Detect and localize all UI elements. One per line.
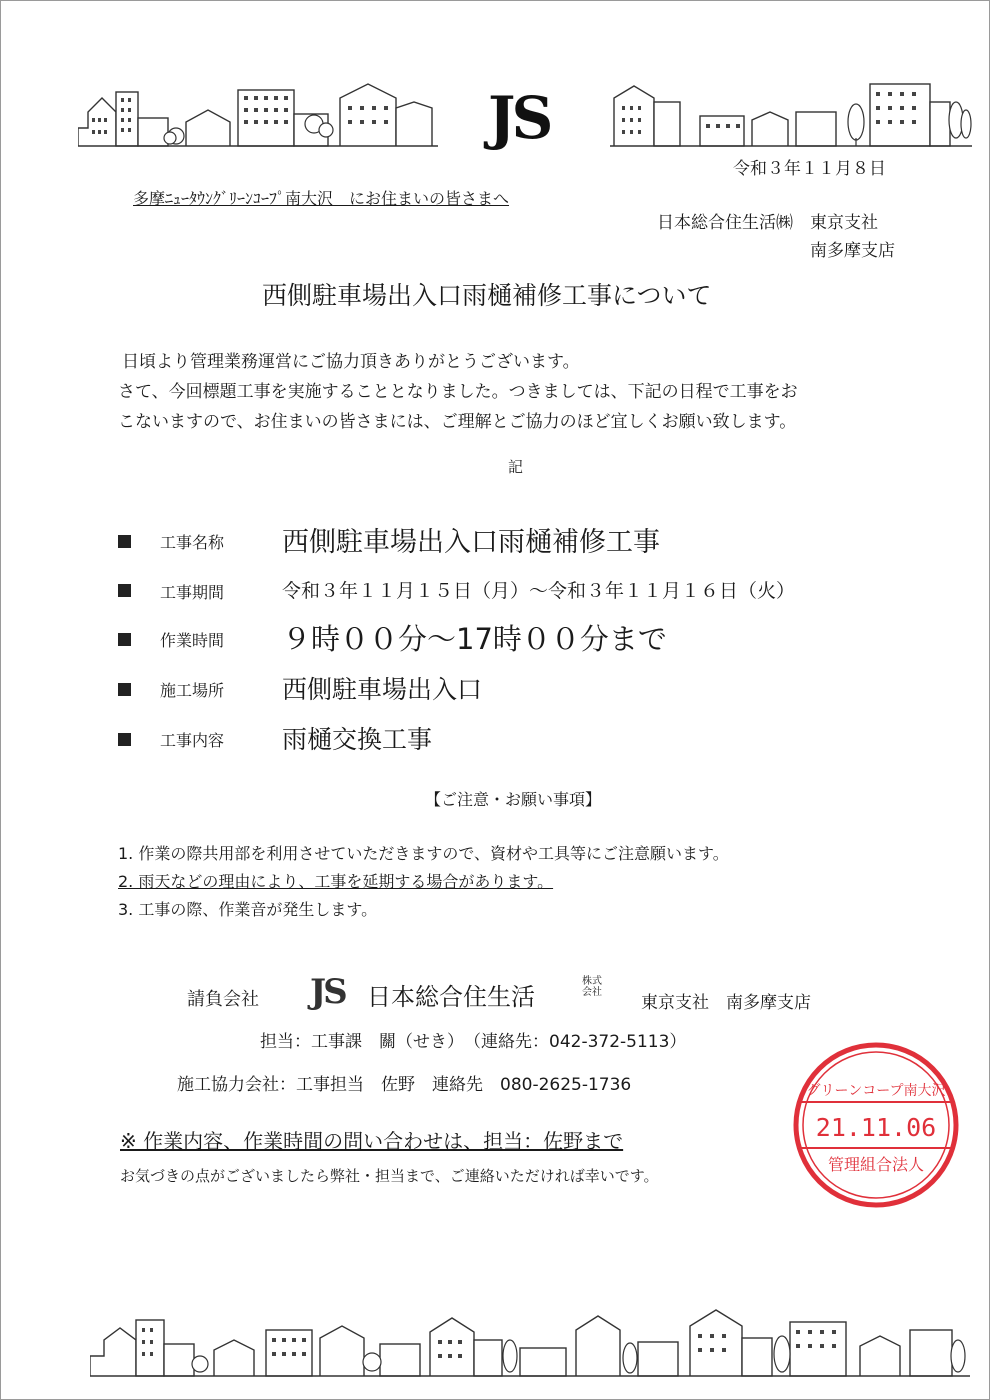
top-left-skyline-illustration [78, 78, 438, 150]
js-logo: JS [488, 84, 550, 152]
intro-line: こないますので、お住まいの皆さまには、ご理解とご協力のほど宜しくお願い致します。 [118, 412, 797, 432]
contact-person: 担当：工事課 關（せき） （連絡先：042-372-5113） [260, 1032, 687, 1052]
detail-label: 工事内容 [160, 731, 225, 750]
detail-value: 西側駐車場出入口雨樋補修工事 [282, 527, 660, 558]
detail-label: 工事名称 [160, 533, 225, 552]
ki-heading: 記 [508, 458, 524, 476]
intro-line: さて、今回標題工事を実施することとなりました。つきましては、下記の日程で工事をお [118, 382, 798, 402]
stamp-date: 21.11.06 [815, 1113, 937, 1142]
closing-note: お気づきの点がございましたら弊社・担当まで、ご連絡いただければ幸いです。 [120, 1167, 659, 1185]
contractor-branch: 東京支社 南多摩支店 [641, 993, 811, 1013]
top-right-skyline-illustration [610, 72, 972, 150]
stamp-line1: グリーンコープ南大沢 [806, 1083, 946, 1099]
bullet-icon [118, 683, 131, 696]
note-item: 1. 作業の際共用部を利用させていただきますので、資材や工具等にご注意願います。 [118, 844, 729, 863]
detail-label: 施工場所 [160, 681, 225, 700]
detail-value: 雨樋交換工事 [282, 725, 433, 754]
bullet-icon [118, 535, 131, 548]
notice-date: 令和３年１１月８日 [733, 159, 886, 179]
detail-value: ９時００分～17時００分まで [282, 622, 667, 656]
bullet-icon [118, 733, 131, 746]
bottom-skyline-illustration [90, 1300, 970, 1380]
partner-contact: 施工協力会社：工事担当 佐野 連絡先 080-2625-1736 [177, 1075, 632, 1095]
notes-heading: 【ご注意・お願い事項】 [425, 790, 602, 809]
addressee: 多摩ﾆｭｰﾀｳﾝｸﾞﾘｰﾝｺｰﾌﾟ南大沢 にお住まいの皆さまへ [133, 189, 510, 208]
bullet-icon [118, 633, 131, 646]
contractor-label: 請負会社 [187, 989, 259, 1010]
kabushiki-bottom: 会社 [582, 987, 602, 998]
inquiry-note: ※ 作業内容、作業時間の問い合わせは、担当：佐野まで [120, 1129, 624, 1153]
intro-paragraph [118, 347, 918, 437]
contractor-js-logo: JS [310, 972, 345, 1012]
intro-line: 日頃より管理業務運営にご協力頂きありがとうございます。 [122, 352, 580, 372]
branch-name: 南多摩支店 [810, 241, 895, 261]
note-item: 2. 雨天などの理由により、工事を延期する場合があります。 [118, 872, 554, 891]
detail-value: 令和３年１１月１５日（月）～令和３年１１月１６日（火） [282, 580, 796, 602]
stamp-line3: 管理組合法人 [827, 1155, 925, 1174]
detail-value: 西側駐車場出入口 [282, 675, 483, 704]
bullet-icon [118, 584, 131, 597]
contractor-name: 日本総合住生活 [367, 983, 535, 1011]
detail-label: 工事期間 [160, 583, 225, 602]
company-name: 日本総合住生活㈱ 東京支社 [657, 213, 878, 233]
document-title: 西側駐車場出入口雨樋補修工事について [262, 281, 712, 310]
kabushiki-kaisha-mark [582, 976, 602, 998]
kabushiki-top: 株式 [582, 976, 602, 987]
approval-stamp [786, 1040, 966, 1210]
note-item: 3. 工事の際、作業音が発生します。 [118, 900, 378, 919]
detail-label: 作業時間 [160, 631, 225, 650]
